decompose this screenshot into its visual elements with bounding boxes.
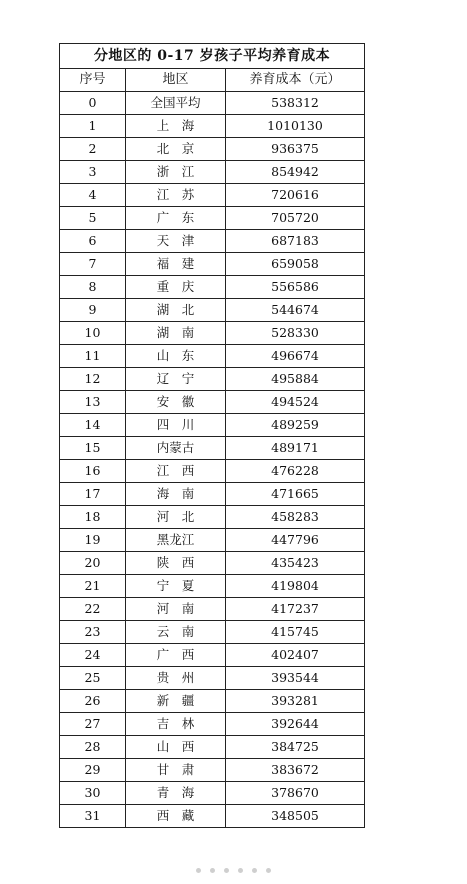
- cell-cost: 538312: [226, 92, 365, 115]
- cell-region: 安 徽: [126, 391, 226, 414]
- table-row: [60, 621, 365, 644]
- cost-table: [59, 43, 365, 828]
- cell-region: 贵 州: [126, 667, 226, 690]
- cell-index: 29: [60, 759, 126, 782]
- cell-region: 河 南: [126, 598, 226, 621]
- cell-region: 新 疆: [126, 690, 226, 713]
- dot-indicator: [196, 868, 201, 873]
- cell-index: 27: [60, 713, 126, 736]
- cell-region: 北 京: [126, 138, 226, 161]
- cell-region: 内蒙古: [126, 437, 226, 460]
- cell-cost: 471665: [226, 483, 365, 506]
- cell-region: 湖 北: [126, 299, 226, 322]
- cell-region: 天 津: [126, 230, 226, 253]
- cell-cost: 435423: [226, 552, 365, 575]
- cell-region: 河 北: [126, 506, 226, 529]
- cell-cost: 936375: [226, 138, 365, 161]
- cell-region: 江 西: [126, 460, 226, 483]
- table-row: [60, 184, 365, 207]
- table-row: [60, 460, 365, 483]
- cell-region: 吉 林: [126, 713, 226, 736]
- header-index: 序号: [60, 69, 126, 92]
- table-row: [60, 207, 365, 230]
- cell-cost: 489171: [226, 437, 365, 460]
- cell-cost: 495884: [226, 368, 365, 391]
- cell-cost: 544674: [226, 299, 365, 322]
- cell-region: 海 南: [126, 483, 226, 506]
- cell-cost: 528330: [226, 322, 365, 345]
- cell-cost: 383672: [226, 759, 365, 782]
- cell-index: 12: [60, 368, 126, 391]
- cell-region: 福 建: [126, 253, 226, 276]
- cell-index: 1: [60, 115, 126, 138]
- table-row: [60, 782, 365, 805]
- table-row: [60, 644, 365, 667]
- cell-index: 8: [60, 276, 126, 299]
- cell-region: 甘 肃: [126, 759, 226, 782]
- table-row: [60, 276, 365, 299]
- cell-index: 0: [60, 92, 126, 115]
- table-row: [60, 805, 365, 828]
- table-row: [60, 552, 365, 575]
- table-row: [60, 92, 365, 115]
- cell-region: 湖 南: [126, 322, 226, 345]
- cell-cost: 854942: [226, 161, 365, 184]
- table-row: [60, 230, 365, 253]
- dot-indicator: [252, 868, 257, 873]
- cell-cost: 402407: [226, 644, 365, 667]
- table-row: [60, 115, 365, 138]
- dot-indicator: [266, 868, 271, 873]
- header-row: [60, 69, 365, 92]
- table-row: [60, 736, 365, 759]
- cell-region: 广 东: [126, 207, 226, 230]
- table-row: [60, 368, 365, 391]
- cell-region: 全国平均: [126, 92, 226, 115]
- cost-table-container: [59, 43, 364, 828]
- table-row: [60, 529, 365, 552]
- cell-index: 10: [60, 322, 126, 345]
- cell-index: 4: [60, 184, 126, 207]
- cell-cost: 1010130: [226, 115, 365, 138]
- cell-cost: 348505: [226, 805, 365, 828]
- cell-cost: 489259: [226, 414, 365, 437]
- cell-index: 14: [60, 414, 126, 437]
- cell-index: 6: [60, 230, 126, 253]
- cell-cost: 720616: [226, 184, 365, 207]
- cell-cost: 384725: [226, 736, 365, 759]
- dot-indicator: [210, 868, 215, 873]
- cell-region: 山 东: [126, 345, 226, 368]
- table-row: [60, 161, 365, 184]
- cell-region: 辽 宁: [126, 368, 226, 391]
- cell-index: 16: [60, 460, 126, 483]
- cell-index: 21: [60, 575, 126, 598]
- table-row: [60, 667, 365, 690]
- cell-index: 3: [60, 161, 126, 184]
- cell-cost: 393544: [226, 667, 365, 690]
- cell-index: 2: [60, 138, 126, 161]
- carousel-dots: [0, 858, 467, 868]
- table-row: [60, 345, 365, 368]
- table-row: [60, 138, 365, 161]
- table-row: [60, 759, 365, 782]
- table-row: [60, 506, 365, 529]
- cell-region: 陕 西: [126, 552, 226, 575]
- cell-index: 9: [60, 299, 126, 322]
- cell-cost: 419804: [226, 575, 365, 598]
- table-row: [60, 483, 365, 506]
- cell-index: 25: [60, 667, 126, 690]
- table-row: [60, 437, 365, 460]
- table-row: [60, 598, 365, 621]
- cell-region: 上 海: [126, 115, 226, 138]
- cell-index: 26: [60, 690, 126, 713]
- cell-index: 30: [60, 782, 126, 805]
- cell-cost: 476228: [226, 460, 365, 483]
- cell-region: 广 西: [126, 644, 226, 667]
- table-title: 分地区的 0-17 岁孩子平均养育成本: [60, 44, 365, 69]
- cell-cost: 494524: [226, 391, 365, 414]
- cell-region: 重 庆: [126, 276, 226, 299]
- cell-region: 四 川: [126, 414, 226, 437]
- cell-region: 浙 江: [126, 161, 226, 184]
- cell-region: 黑龙江: [126, 529, 226, 552]
- cell-cost: 393281: [226, 690, 365, 713]
- cell-region: 青 海: [126, 782, 226, 805]
- cell-index: 22: [60, 598, 126, 621]
- cell-cost: 458283: [226, 506, 365, 529]
- table-row: [60, 575, 365, 598]
- cell-region: 云 南: [126, 621, 226, 644]
- cell-cost: 496674: [226, 345, 365, 368]
- cell-region: 西 藏: [126, 805, 226, 828]
- title-row: [60, 44, 365, 69]
- cell-cost: 556586: [226, 276, 365, 299]
- cell-index: 20: [60, 552, 126, 575]
- cell-index: 18: [60, 506, 126, 529]
- cell-region: 山 西: [126, 736, 226, 759]
- cell-index: 24: [60, 644, 126, 667]
- dot-indicator: [238, 868, 243, 873]
- table-row: [60, 690, 365, 713]
- cell-cost: 659058: [226, 253, 365, 276]
- cell-cost: 392644: [226, 713, 365, 736]
- table-row: [60, 253, 365, 276]
- table-row: [60, 322, 365, 345]
- table-row: [60, 414, 365, 437]
- cell-index: 15: [60, 437, 126, 460]
- cell-index: 28: [60, 736, 126, 759]
- table-row: [60, 391, 365, 414]
- cell-cost: 415745: [226, 621, 365, 644]
- cell-index: 19: [60, 529, 126, 552]
- header-cost: 养育成本（元）: [226, 69, 365, 92]
- cell-cost: 417237: [226, 598, 365, 621]
- header-region: 地区: [126, 69, 226, 92]
- cell-cost: 705720: [226, 207, 365, 230]
- cell-index: 11: [60, 345, 126, 368]
- cell-index: 23: [60, 621, 126, 644]
- dot-indicator: [224, 868, 229, 873]
- table-row: [60, 299, 365, 322]
- cell-index: 5: [60, 207, 126, 230]
- cell-cost: 687183: [226, 230, 365, 253]
- cell-region: 江 苏: [126, 184, 226, 207]
- cell-cost: 447796: [226, 529, 365, 552]
- cell-index: 31: [60, 805, 126, 828]
- cell-cost: 378670: [226, 782, 365, 805]
- cell-region: 宁 夏: [126, 575, 226, 598]
- cell-index: 13: [60, 391, 126, 414]
- table-row: [60, 713, 365, 736]
- cell-index: 7: [60, 253, 126, 276]
- cell-index: 17: [60, 483, 126, 506]
